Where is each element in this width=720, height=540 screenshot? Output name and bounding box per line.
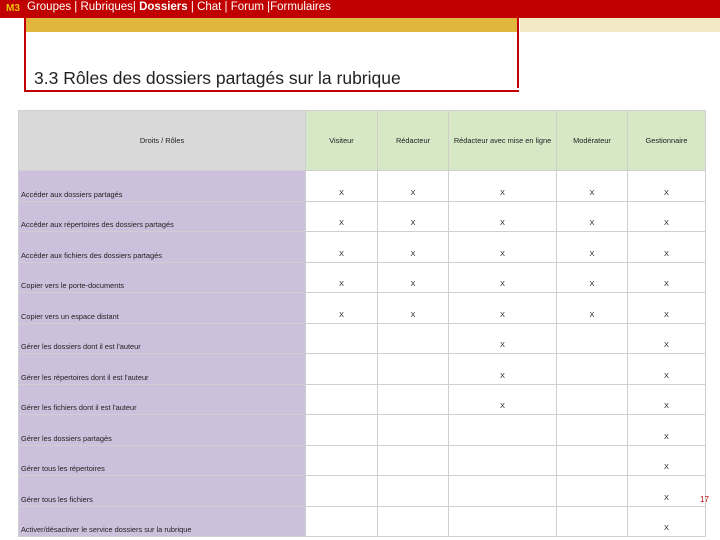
module-badge: M3 [6,3,20,14]
permission-mark: X [557,262,628,293]
permission-mark: X [449,384,557,415]
permission-mark [378,506,449,537]
roles-table-body [19,111,706,537]
permission-label: Gérer les fichiers dont il est l'auteur [19,384,306,415]
table-row [19,323,706,354]
permission-mark: X [628,415,706,446]
permission-mark [306,506,378,537]
permission-mark [306,476,378,507]
permission-mark: X [378,171,449,202]
permission-label: Gérer les répertoires dont il est l'auteur [19,354,306,385]
permission-mark [378,445,449,476]
permission-mark [557,384,628,415]
permission-mark [306,384,378,415]
permission-mark: X [628,262,706,293]
nav-items-before[interactable]: Groupes | Rubriques| [27,1,140,13]
permission-mark [306,323,378,354]
permission-mark: X [628,232,706,263]
permission-mark: X [449,354,557,385]
permission-mark: X [378,232,449,263]
permission-mark: X [449,201,557,232]
permission-mark [557,415,628,446]
table-row [19,384,706,415]
table-row [19,171,706,202]
permission-mark: X [306,171,378,202]
permission-mark: X [306,232,378,263]
table-row [19,445,706,476]
permission-mark: X [628,201,706,232]
permission-mark: X [628,384,706,415]
permission-mark: X [378,293,449,324]
title-frame-left [24,18,26,92]
page-number: 17 [700,495,709,504]
permission-mark: X [557,232,628,263]
nav-item-active[interactable]: Dossiers [139,1,188,13]
column-header: Rédacteur [378,111,449,171]
permission-mark [378,476,449,507]
permission-label: Gérer les dossiers dont il est l'auteur [19,323,306,354]
permission-label: Gérer tous les répertoires [19,445,306,476]
header-accent-gold [24,18,517,32]
table-row [19,201,706,232]
table-row [19,506,706,537]
permission-mark [378,354,449,385]
permission-mark [557,506,628,537]
permission-mark: X [449,323,557,354]
permission-label: Gérer tous les fichiers [19,476,306,507]
permission-mark: X [628,323,706,354]
permission-mark: X [378,262,449,293]
permission-mark: X [628,293,706,324]
permission-mark: X [628,506,706,537]
permission-label: Copier vers le porte-documents [19,262,306,293]
permission-mark: X [306,262,378,293]
permission-mark: X [378,201,449,232]
column-header: Gestionnaire [628,111,706,171]
permission-mark [306,445,378,476]
permission-mark: X [628,476,706,507]
permission-mark [378,415,449,446]
table-row [19,293,706,324]
header-accent-cream [520,18,720,32]
permission-mark [306,415,378,446]
roles-table [18,110,706,537]
permission-mark [449,415,557,446]
permission-mark [306,354,378,385]
title-frame-right [517,18,519,88]
column-header: Visiteur [306,111,378,171]
column-header: Modérateur [557,111,628,171]
table-header-row [19,111,706,171]
table-row [19,476,706,507]
table-row [19,354,706,385]
permission-label: Accéder aux répertoires des dossiers partagés [19,201,306,232]
permission-mark: X [557,201,628,232]
permission-label: Accéder aux fichiers des dossiers partagés [19,232,306,263]
table-row [19,262,706,293]
header-corner: Droits / Rôles [19,111,306,171]
column-header: Rédacteur avec mise en ligne [449,111,557,171]
permission-mark: X [628,354,706,385]
permission-mark: X [306,293,378,324]
permission-mark: X [306,201,378,232]
permission-mark [378,384,449,415]
permission-label: Activer/désactiver le service dossiers sur la rubrique [19,506,306,537]
permission-mark [557,354,628,385]
permission-label: Copier vers un espace distant [19,293,306,324]
permission-mark: X [557,293,628,324]
nav-items-after[interactable]: | Chat | Forum |Formulaires [187,1,331,13]
table-row [19,232,706,263]
permission-mark: X [449,293,557,324]
permission-mark [378,323,449,354]
breadcrumb-nav [27,1,331,13]
permission-mark: X [449,171,557,202]
permission-mark [557,445,628,476]
permission-mark: X [449,262,557,293]
permission-mark [449,506,557,537]
permission-mark: X [557,171,628,202]
table-row [19,415,706,446]
permission-mark [449,445,557,476]
title-underline [24,90,519,92]
permission-mark: X [628,445,706,476]
permission-mark: X [628,171,706,202]
permission-mark [557,476,628,507]
top-navigation-bar [0,0,720,18]
permission-mark: X [449,232,557,263]
permission-mark [449,476,557,507]
permission-label: Gérer les dossiers partagés [19,415,306,446]
permission-label: Accéder aux dossiers partagés [19,171,306,202]
permission-mark [557,323,628,354]
slide-title: 3.3 Rôles des dossiers partagés sur la rubrique [34,68,401,88]
